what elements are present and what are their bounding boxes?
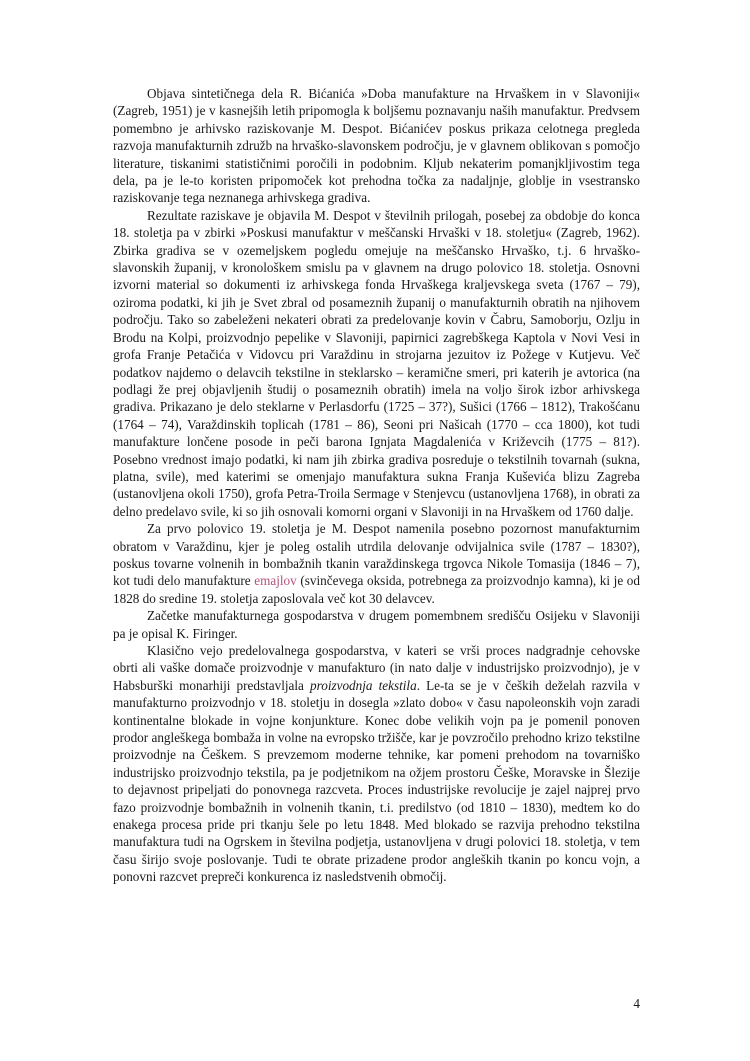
paragraph-4: Začetke manufakturnega gospodarstva v drugem pomembnem središču Osijeku v Slavoniji pa je opisal K. Firinger. — [113, 608, 640, 641]
paragraph-3-part-1: Za prvo polovico 19. stoletja je M. Despot namenila posebno pozornost manufakturnim obratom v Varaždinu, kjer je poleg ostalih utrdila delovanje odvijalnica svile (1787 – 1830?), poskus tovarne volnenih in bombažnih tkanin varaždinskega trgovca Nikole Tomasija (1846 – 7), kot tudi delo manufakture — [113, 521, 640, 589]
italic-term-proizvodnja-tekstila: proizvodnja tekstila — [309, 677, 417, 693]
paragraph-1: Objava sintetičnega dela R. Bićanića »Doba manufakture na Hrvaškem in v Slavoniji« (Zagreb, 1951) je v kasnejših letih pripomogla k boljšemu poznavanju naših manufaktur. Predvsem pomembno je arhivsko raziskovanje M. Despot. Bićanićev poskus prikaza celotnega pregleda razvoja manufakturnih združb na hrvaško-slavonskem področju, je v glavnem oblikovan s pomočjo literature, tiskanimi statističnimi poročili in podobnim. Kljub nekaterim pomanjkljivostim tega dela, pa je le-to koristen pripomoček kot prehodna točka za nadaljnje, globlje in vsestransko raziskovanje tega neznanega arhivskega gradiva. — [113, 86, 640, 206]
page-number: 4 — [633, 996, 640, 1011]
paragraph-5 — [113, 642, 640, 886]
paragraph-2: Rezultate raziskave je objavila M. Despot v številnih prilogah, posebej za obdobje do konca 18. stoletja pa v zbirki »Poskusi manufaktur v meščanski Hrvaški v 18. stoletju« (Zagreb, 1962). Zbirka gradiva se v ozemeljskem pogledu omejuje na meščansko Hrvaško, t.j. 6 hrvaško-slavonskih županij, v kronološkem smislu pa v glavnem na drugo polovico 18. stoletja. Osnovni izvorni material so dokumenti iz arhivskega fonda Hrvaškega kraljevskega sveta (1767 – 79), oziroma podatki, ki jih je Svet zbral od posameznih županij o manufakturnih obratih na njihovem področju. Tako so zabeleženi nekateri obrati za predelovanje kovin v Čabru, Samoborju, Ozlju in Brodu na Kolpi, proizvodnjo pepelike v Slavoniji, papirnici zagrebškega Kaptola v Novi Vesi in grofa Franje Petačića v Vidovcu pri Varaždinu in strojarna jezuitov iz Požege v Kutjevu. Več podatkov najdemo o delavcih tekstilne in steklarsko – keramične smeri, pri katerih je avtorica (na podlagi že prej objavljenih študij o posameznih obratih) imela na voljo širok izbor arhivskega gradiva. Prikazano je delo steklarne v Perlasdorfu (1725 – 37?), Sušici (1766 – 1812), Trakošćanu (1764 – 74), Varaždinskih toplicah (1781 – 86), Seoni pri Našicah (1770 – cca 1800), kot tudi manufakture lončene posode in peči barona Ignjata Magdalenića v Križevcih (1775 – 81?). Posebno vrednost imajo podatki, ki nam jih zbirka gradiva posreduje o tekstilnih tovarnah (sukna, platna, svile), med katerimi se omenjajo manufaktura sukna Franja Kuševića blizu Zagreba (ustanovljena okoli 1750), grofa Petra-Troila Sermage v Stenjevcu (ustanovljena 1768), in obrati za delno predelavo svile, ki so jih osnovali komorni organi v Slavoniji in na Hrvaškem od 1760 dalje. — [113, 207, 640, 519]
highlighted-term-emajlov: emajlov — [254, 573, 297, 589]
paragraph-3-part-2: (svinčevega oksida, potrebnega za proizvodnjo kamna), ki je od 1828 do sredine 19. stoletja zaposlovala več kot 30 delavcev. — [113, 573, 640, 606]
paragraph-5-part-2: . Le-ta se je v čeških deželah razvila v manufakturno proizvodnjo v 18. stoletju in dosegla »zlato dobo« v času napoleonskih vojn zaradi kontinentalne blokade in vojne konjunkture. Konec dobe velikih vojn pa je pomenil ponoven prodor angleškega bombaža in volne na evropsko tržišče, kar je povzročilo prehodno krizo tekstilne proizvodnje na Češkem. S prevzemom moderne tehnike, kar pomeni prehodom na tovarniško industrijsko proizvodnjo tekstila, pa je podjetnikom na ožjem prostoru Češke, Moravske in Šlezije to dejavnost pripeljati do ponovnega razcveta. Proces industrijske revolucije je zajel najprej prvo fazo proizvodnje bombažnih in volnenih tkanin, t.i. predilstvo (od 1810 – 1830), medtem ko do enakega procesa pride pri tkanju šele po letu 1848. Med blokado se razvija prehodno tekstilna manufaktura tudi na Ogrskem in številna podjetja, ustanovljena v drugi polovici 18. stoletja, v tem času širijo svoje poslovanje. Tudi te obrate prizadene prodor angleških tkanin po koncu vojn, a ponovni razcvet prepreči konkurenca iz nasledstvenih območij. — [113, 677, 640, 885]
paragraph-3 — [113, 520, 640, 607]
paragraph-5-part-1: Klasično vejo predelovalnega gospodarstva, v kateri se vrši proces nadgradnje cehovske obrti ali vaške domače proizvodnje v manufakturo (in nato dalje v industrijsko proizvodnjo), je v Habsburški monarhiji predstavljala — [113, 643, 640, 693]
document-body — [113, 85, 640, 886]
